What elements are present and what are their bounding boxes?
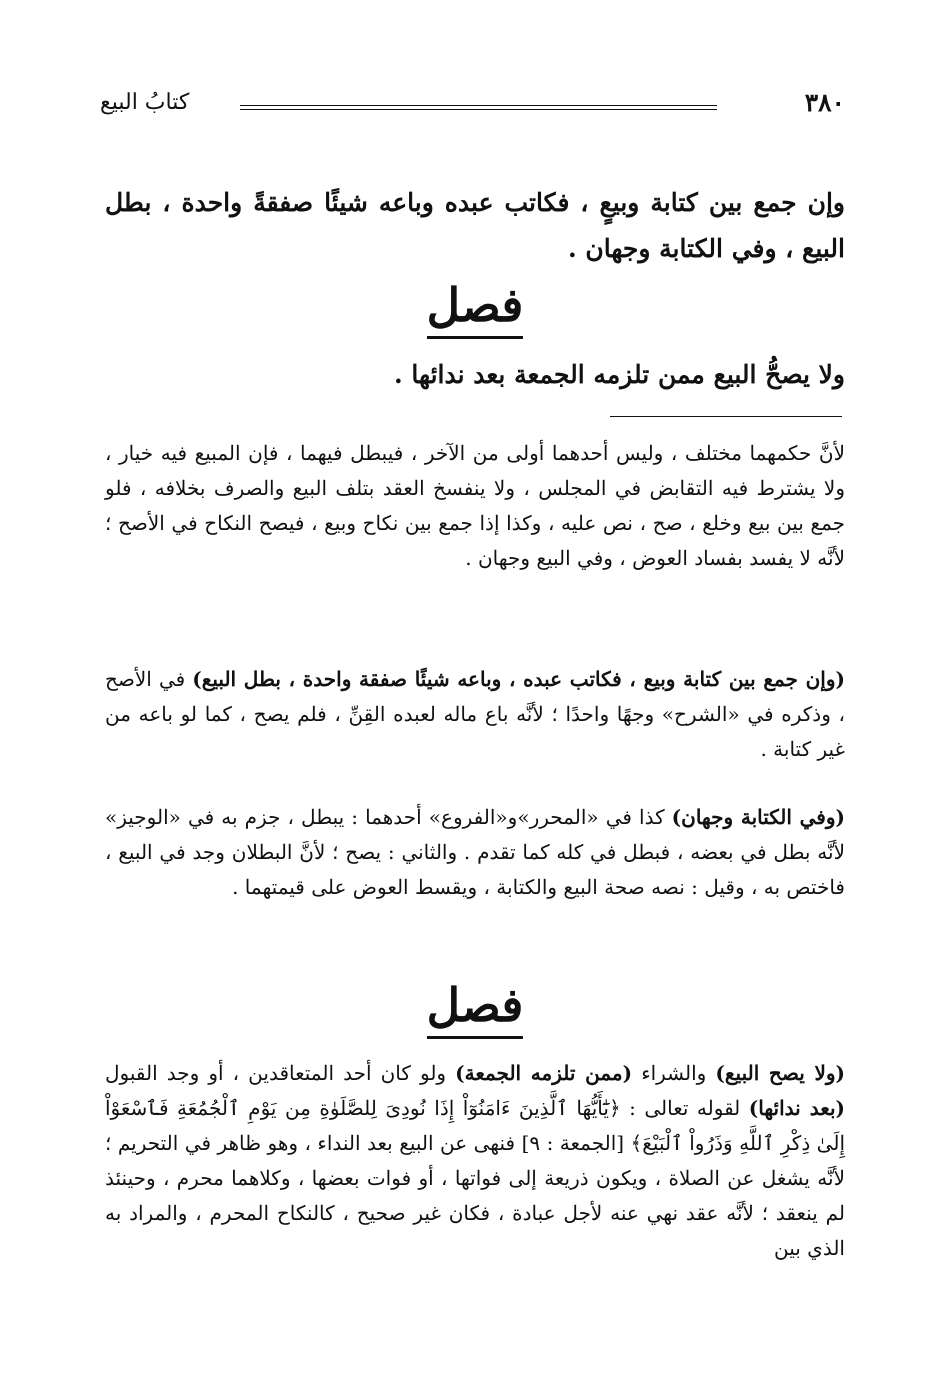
running-title: كتابُ البيع <box>100 90 190 115</box>
page-number: ٣٨٠ <box>804 88 845 117</box>
section-heading-2 <box>0 978 950 1039</box>
header-rule <box>240 105 717 110</box>
section-heading-1-text: فصل <box>427 278 524 339</box>
quoted-matn: (وفي الكتابة وجهان) <box>671 805 845 829</box>
commentary-text: في الأصح ، وذكره في «الشرح» وجهًا واحدًا ؛ لأنَّه باع ماله لعبده القِنِّ ، فلم يصح ، كما لو باعه من غير كتابة . <box>105 667 845 761</box>
footnote-separator <box>610 416 842 417</box>
commentary-text: لقوله تعالى : ﴿يَٰٓأَيُّهَا ٱلَّذِينَ ءَامَنُوٓاْ إِذَا نُودِىَ لِلصَّلَوٰةِ مِن يَوْمِ ٱلْجُمُعَةِ فَٱسْعَوْاْ إِلَىٰ ذِكْرِ ٱللَّهِ وَذَرُواْ ٱلْبَيْعَ﴾ [الجمعة : ٩] فنهى عن البيع بعد النداء ، وهو ظاهر في التحريم ؛ لأنَّه يشغل عن الصلاة ، ويكون ذريعة إلى فواتها ، أو فوات بعضها ، وكلاهما محرم ، وحينئذ لم ينعقد ؛ لأنَّه عقد نهي عنه لأجل عبادة ، فكان غير صحيح ، كالنكاح المحرم ، والمراد به الذي بين <box>105 1096 845 1260</box>
quoted-matn: (ممن تلزمه الجمعة) <box>455 1061 633 1085</box>
commentary-text: والشراء <box>632 1061 716 1085</box>
quoted-matn: (وإن جمع بين كتابة وبيع ، فكاتب عبده ، وباعه شيئًا صفقة واحدة ، بطل البيع) <box>192 667 845 691</box>
sharh-paragraph-4 <box>105 1056 845 1266</box>
sharh-paragraph-1: لأنَّ حكمهما مختلف ، وليس أحدهما أولى من الآخر ، فيبطل فيهما ، فإن المبيع فيه خيار ، ولا يشترط فيه التقابض في المجلس ، ولا ينفسخ العقد بتلف البيع والصرف بخلافه ، فلو جمع بين بيع وخلع ، صح ، نص عليه ، وكذا إذا جمع بين نكاح وبيع ، فيصح النكاح في الأصح ؛ لأنَّه لا يفسد بفساد العوض ، وفي البيع وجهان . <box>105 441 845 570</box>
matn-paragraph-2: ولا يصحُّ البيع ممن تلزمه الجمعة بعد ندائها . <box>394 360 845 389</box>
sharh-paragraph-3 <box>105 800 845 905</box>
page-header <box>100 88 845 128</box>
quoted-matn: (بعد ندائها) <box>748 1096 845 1120</box>
sharh-paragraph-2 <box>105 662 845 767</box>
section-heading-1 <box>0 278 950 339</box>
quoted-matn: (ولا يصح البيع) <box>715 1061 845 1085</box>
commentary-text: ولو كان أحد المتعاقدين ، أو وجد القبول <box>105 1061 456 1085</box>
section-heading-2-text: فصل <box>427 978 524 1039</box>
matn-paragraph-1: وإن جمع بين كتابة وبيعٍ ، فكاتب عبده وباعه شيئًا صفقةً واحدة ، بطل البيع ، وفي الكتابة وجهان . <box>105 188 845 263</box>
commentary-text: كذا في «المحرر»و«الفروع» أحدهما : يبطل ، جزم به في «الوجيز» لأنَّه بطل في بعضه ، فبطل في كله كما تقدم . والثاني : يصح ؛ لأنَّ البطلان وجد في البيع ، فاختص به ، وقيل : نصه صحة البيع والكتابة ، ويقسط العوض على قيمتهما . <box>105 805 845 899</box>
